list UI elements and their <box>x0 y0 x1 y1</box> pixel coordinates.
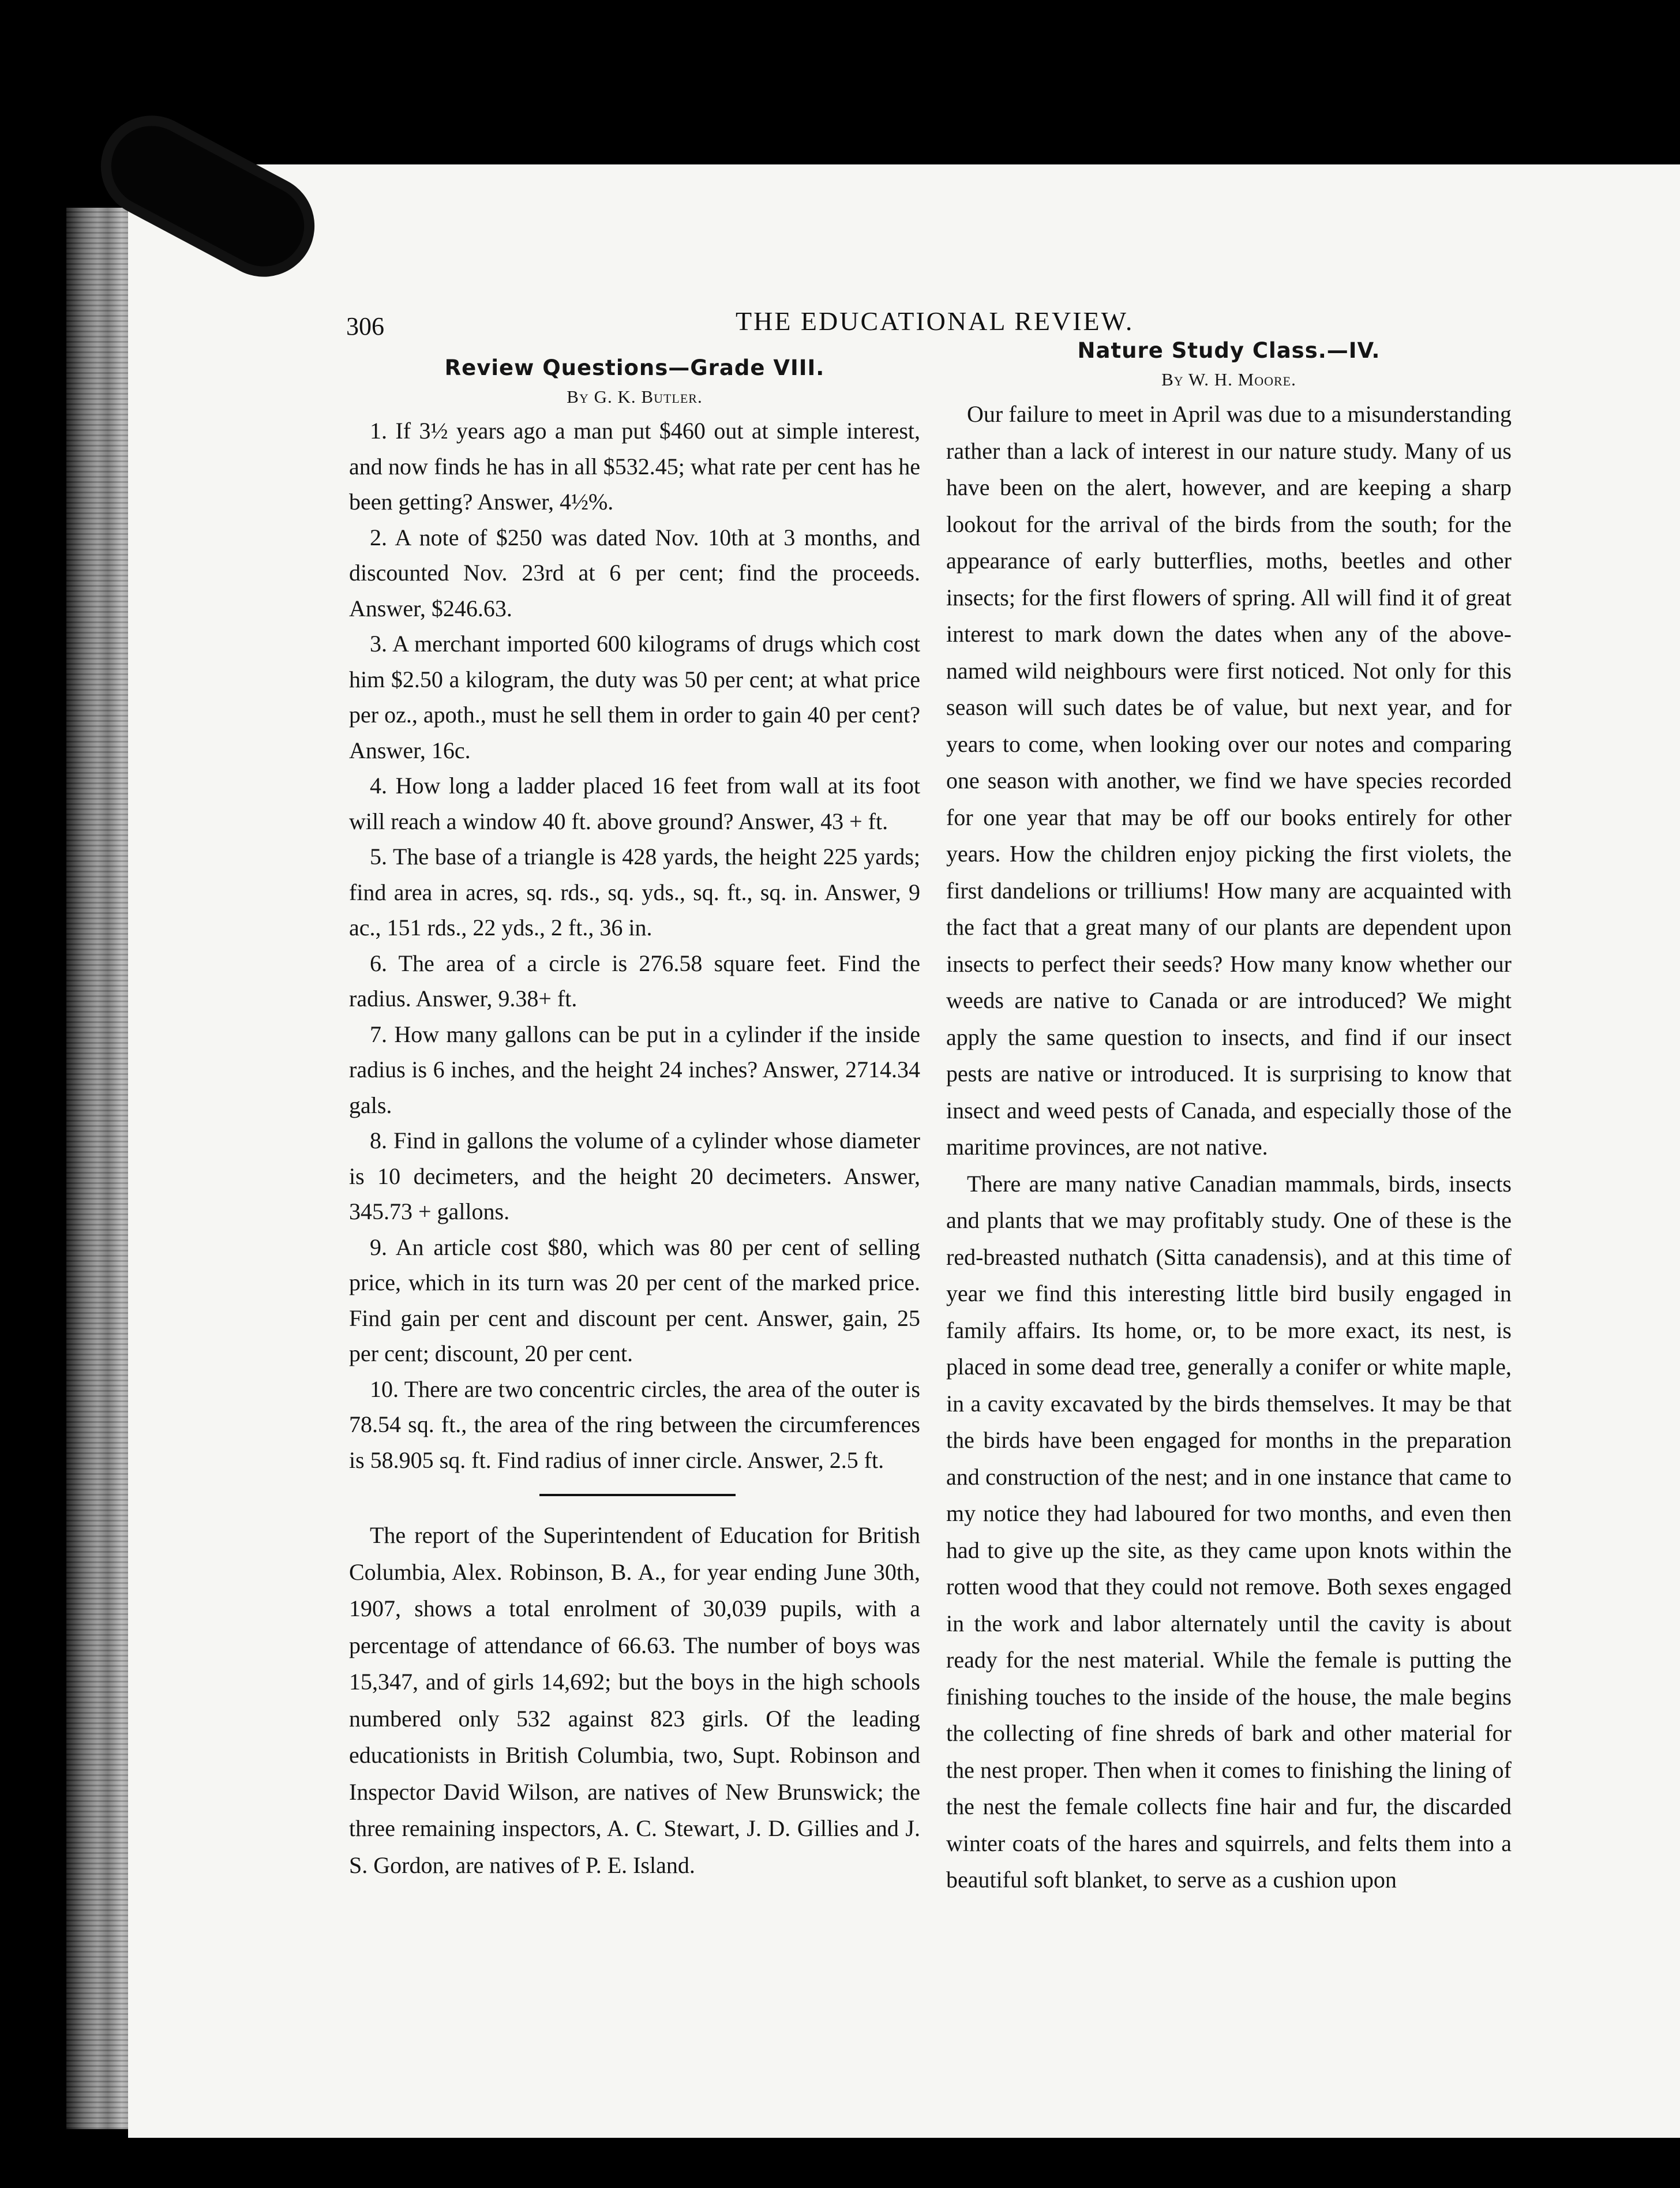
page-edges <box>66 208 136 2129</box>
article-title: Review Questions—Grade VIII. <box>444 355 825 380</box>
article-paragraph: There are many native Canadian mammals, birds, insects and plants that we may profitably study. One of these is the red-breasted nuthatch (Sitta canadensis), and at this time of year we find this interesting little bird busily engaged in family affairs. Its home, or, to be more exact, its nest, is placed in some dead tree, generally a conifer or white maple, in a cavity excavated by the birds themselves. It may be that the birds have been engaged for months in the preparation and construction of the nest; and in one instance that came to my notice they had laboured for two months, and even then had to give up the site, as they came upon knots within the rotten wood that they could not remove. Both sexes engaged in the work and labor alternately until the cavity is about ready for the nest material. While the female is putting the finishing touches to the inside of the house, the male begins the collecting of fine shreds of bark and other material for the nest proper. Then when it comes to finishing the lining of the nest the female collects fine hair and fur, the discarded winter coats of the hares and squirrels, and felts them into a beautiful soft blanket, to serve as a cushion upon <box>946 1170 1512 1893</box>
question-item: 2. A note of $250 was dated Nov. 10th at 3 months, and discounted Nov. 23rd at 6 per cent; find the proceeds. Answer, $246.63. <box>349 524 920 621</box>
question-item: 4. How long a ladder placed 16 feet from wall at its foot will reach a window 40 ft. above ground? Answer, 43 + ft. <box>349 773 920 834</box>
article-paragraph: Our failure to meet in April was due to a misunderstanding rather than a lack of interest in our nature study. Many of us have been on the alert, however, and are keeping a sharp lookout for the arrival of the birds from the south; for the appearance of early butterflies, moths, beetles and other insects; for the first flowers of spring. All will find it of great interest to mark down the dates when any of the above-named wild neighbours were first noticed. Not only for this season will such dates be of value, but next year, and for years to come, when looking over our notes and comparing one season with another, we find we have species recorded for one year that may be off our books entirely for other years. How the children enjoy picking the first violets, the first dandelions or trilliums! How many are acquainted with the fact that a great many of our plants are dependent upon insects to perfect their seeds? How many know whether our weeds are native to Canada or are introduced? We might apply the same question to insects, and find if our insect pests are native or introduced. It is surprising to know that insect and weed pests of Canada, and especially those of the maritime provinces, are not native. <box>946 401 1512 1160</box>
running-head: THE EDUCATIONAL REVIEW. <box>736 306 1134 336</box>
question-item: 3. A merchant imported 600 kilograms of drugs which cost him $2.50 a kilogram, the duty was 50 per cent; at what price per oz., apoth., must he sell them in order to gain 40 per cent? Answer, 16c. <box>349 631 920 763</box>
article-byline: By G. K. Butler. <box>567 387 703 407</box>
question-item: 9. An article cost $80, which was 80 per cent of selling price, which in its turn was 20 per cent of the marked price. Find gain per cent and discount per cent. Answer, gain, 25 per cent; discount, 20 per cent. <box>349 1234 920 1366</box>
news-note: The report of the Superintendent of Education for British Columbia, Alex. Robinson, B. A., for year ending June 30th, 1907, shows a total enrolment of 30,039 pupils, with a percentage of attendance of 66.63. The number of boys was 15,347, and of girls 14,692; but the boys in the high schools numbered only 532 against 823 girls. Of the leading educationists in British Columbia, two, Supt. Robinson and Inspector David Wilson, are natives of New Brunswick; the three remaining inspectors, A. C. Stewart, J. D. Gillies and J. S. Gordon, are natives of P. E. Island. <box>349 1522 920 1878</box>
right-column <box>946 335 1512 1898</box>
section-divider <box>539 1494 736 1496</box>
question-item: 10. There are two concentric circles, the area of the outer is 78.54 sq. ft., the area of the ring between the circumferences is 58.905 sq. ft. Find radius of inner circle. Answer, 2.5 ft. <box>349 1376 920 1473</box>
question-item: 1. If 3½ years ago a man put $460 out at simple interest, and now finds he has in all $532.45; what rate per cent has he been getting? Answer, 4½%. <box>349 418 920 515</box>
article-title: Nature Study Class.—IV. <box>1077 338 1381 363</box>
left-column <box>349 352 920 1883</box>
question-item: 5. The base of a triangle is 428 yards, the height 225 yards; find area in acres, sq. rds., sq. yds., sq. ft., sq. in. Answer, 9 ac., 151 rds., 22 yds., 2 ft., 36 in. <box>349 844 920 941</box>
article-byline: By W. H. Moore. <box>1161 369 1296 389</box>
question-item: 7. How many gallons can be put in a cylinder if the inside radius is 6 inches, and the height 24 inches? Answer, 2714.34 gals. <box>349 1021 920 1118</box>
question-item: 6. The area of a circle is 276.58 square feet. Find the radius. Answer, 9.38+ ft. <box>349 950 920 1011</box>
page-number: 306 <box>346 312 384 340</box>
question-item: 8. Find in gallons the volume of a cylinder whose diameter is 10 decimeters, and the height 20 decimeters. Answer, 345.73 + gallons. <box>349 1127 920 1224</box>
